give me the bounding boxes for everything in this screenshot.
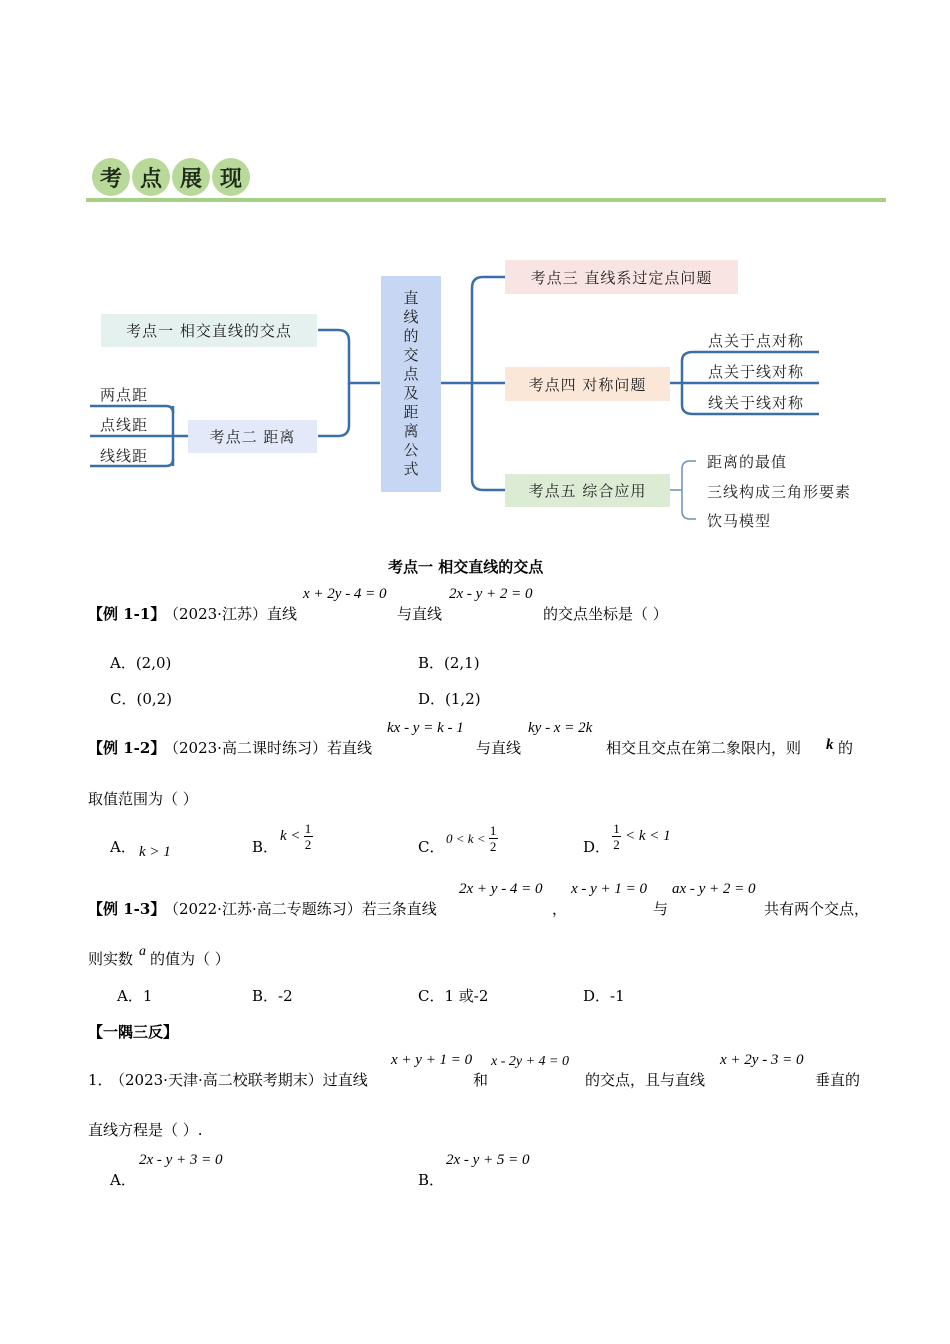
mindmap-center-label: 直线的交点及距离公式	[403, 289, 419, 478]
mindmap-kp4-item: 线关于线对称	[708, 394, 805, 412]
mindmap-kp2: 考点二 距离	[188, 420, 317, 453]
option-b: B．(2,1)	[418, 654, 480, 672]
option-b-math: 2x - y + 5 = 0	[446, 1152, 530, 1168]
equation: kx - y = k - 1	[387, 720, 464, 736]
equation: x + 2y - 4 = 0	[303, 586, 387, 602]
mindmap-kp2-item: 点线距	[100, 416, 149, 434]
example-tag: 【例 1-3】	[88, 900, 166, 918]
equation: 2x + y - 4 = 0	[459, 881, 543, 897]
question-line2: 的值为（ ）	[150, 950, 230, 968]
equation: 2x - y + 2 = 0	[449, 586, 533, 602]
question-text: 的交点，且与直线	[585, 1071, 706, 1089]
option-b: B．-2	[252, 987, 293, 1005]
example-tag: 【例 1-1】	[88, 605, 166, 623]
option-d: D．-1	[583, 987, 625, 1005]
question-text: 的	[838, 739, 854, 757]
option-c-ineq: 0 < k <	[446, 830, 486, 846]
option-b-label: B．	[418, 1171, 445, 1189]
option-c: C．(0,2)	[110, 690, 173, 708]
mindmap-kp4-item: 点关于点对称	[708, 332, 805, 350]
question-line2: 则实数	[88, 950, 134, 968]
option-b-math	[280, 822, 313, 851]
option-d: D．(1,2)	[418, 690, 481, 708]
option-c: C．1 或-2	[418, 987, 489, 1005]
option-d-ineq: < k < 1	[625, 828, 671, 844]
example-source: （2022·江苏·高二专题练习）若三条直线	[164, 900, 437, 918]
option-c-label: C．	[418, 838, 445, 856]
equation: ax - y + 2 = 0	[672, 881, 756, 897]
question-text: 相交且交点在第二象限内，则	[606, 739, 802, 757]
equation: x + y + 1 = 0	[391, 1052, 473, 1068]
fraction-num: 1	[304, 821, 312, 836]
connector-text: 与直线	[397, 605, 443, 623]
fraction-num: 1	[489, 823, 497, 838]
connector-text: 和	[473, 1071, 489, 1089]
mindmap-kp5-item: 距离的最值	[707, 453, 788, 471]
variable-k: k	[826, 737, 834, 753]
connector-text: 与	[653, 900, 669, 918]
option-d-math	[612, 822, 671, 851]
mindmap-kp5-item: 饮马模型	[707, 512, 772, 530]
fraction-half	[612, 822, 621, 851]
fraction-num: 1	[613, 821, 620, 836]
option-a-math: k > 1	[139, 844, 171, 860]
fraction-den: 2	[489, 839, 497, 854]
badge-char: 现	[212, 158, 250, 196]
fraction-den: 2	[304, 837, 312, 852]
question-end: 共有两个交点，	[764, 900, 870, 918]
option-a-math: 2x - y + 3 = 0	[139, 1152, 223, 1168]
mindmap-kp3: 考点三 直线系过定点问题	[505, 260, 738, 294]
section-title: 考点一 相交直线的交点	[388, 558, 544, 576]
question-end: 垂直的	[815, 1071, 861, 1089]
mindmap-kp5: 考点五 综合应用	[505, 474, 670, 507]
comma: ，	[552, 900, 568, 918]
option-d-label: D．	[583, 838, 611, 856]
equation: x - 2y + 4 = 0	[491, 1054, 569, 1069]
mindmap-kp4: 考点四 对称问题	[505, 367, 670, 401]
equation: x - y + 1 = 0	[571, 881, 648, 897]
question-end: 的交点坐标是（ ）	[543, 605, 668, 623]
mindmap-kp5-item: 三线构成三角形要素	[707, 483, 852, 501]
question-line2: 直线方程是（ ）.	[88, 1121, 203, 1139]
example-source: （2023·高二课时练习）若直线	[164, 739, 372, 757]
badge-char: 展	[172, 158, 210, 196]
option-c-math	[446, 824, 498, 853]
practice-heading: 【一隅三反】	[88, 1023, 179, 1041]
mindmap-center	[381, 276, 441, 492]
mindmap-kp1: 考点一 相交直线的交点	[101, 314, 317, 347]
question-source: （2023·天津·高二校联考期末）过直线	[110, 1071, 368, 1089]
question-line2: 取值范围为（ ）	[88, 790, 198, 808]
option-b-ineq: k <	[280, 828, 301, 844]
mindmap-kp2-item: 两点距	[100, 386, 149, 404]
example-source: （2023·江苏）直线	[164, 605, 297, 623]
mindmap-kp2-item: 线线距	[100, 447, 149, 465]
mindmap-connectors	[0, 0, 950, 560]
badge-char: 点	[132, 158, 170, 196]
example-tag: 【例 1-2】	[88, 739, 166, 757]
question-number: 1．	[88, 1071, 113, 1089]
equation: x + 2y - 3 = 0	[720, 1052, 804, 1068]
badge-char: 考	[92, 158, 130, 196]
option-a-label: A．	[110, 1171, 136, 1189]
option-b-label: B．	[252, 838, 279, 856]
fraction-half	[304, 822, 313, 851]
mindmap-kp4-item: 点关于线对称	[708, 363, 805, 381]
option-a: A．1	[117, 987, 153, 1005]
equation: ky - x = 2k	[528, 720, 593, 736]
option-a: A．(2,0)	[110, 654, 172, 672]
fraction-den: 2	[613, 837, 620, 852]
variable-a: a	[139, 944, 146, 959]
connector-text: 与直线	[476, 739, 522, 757]
fraction-half	[489, 824, 498, 853]
option-a-label: A．	[110, 838, 136, 856]
